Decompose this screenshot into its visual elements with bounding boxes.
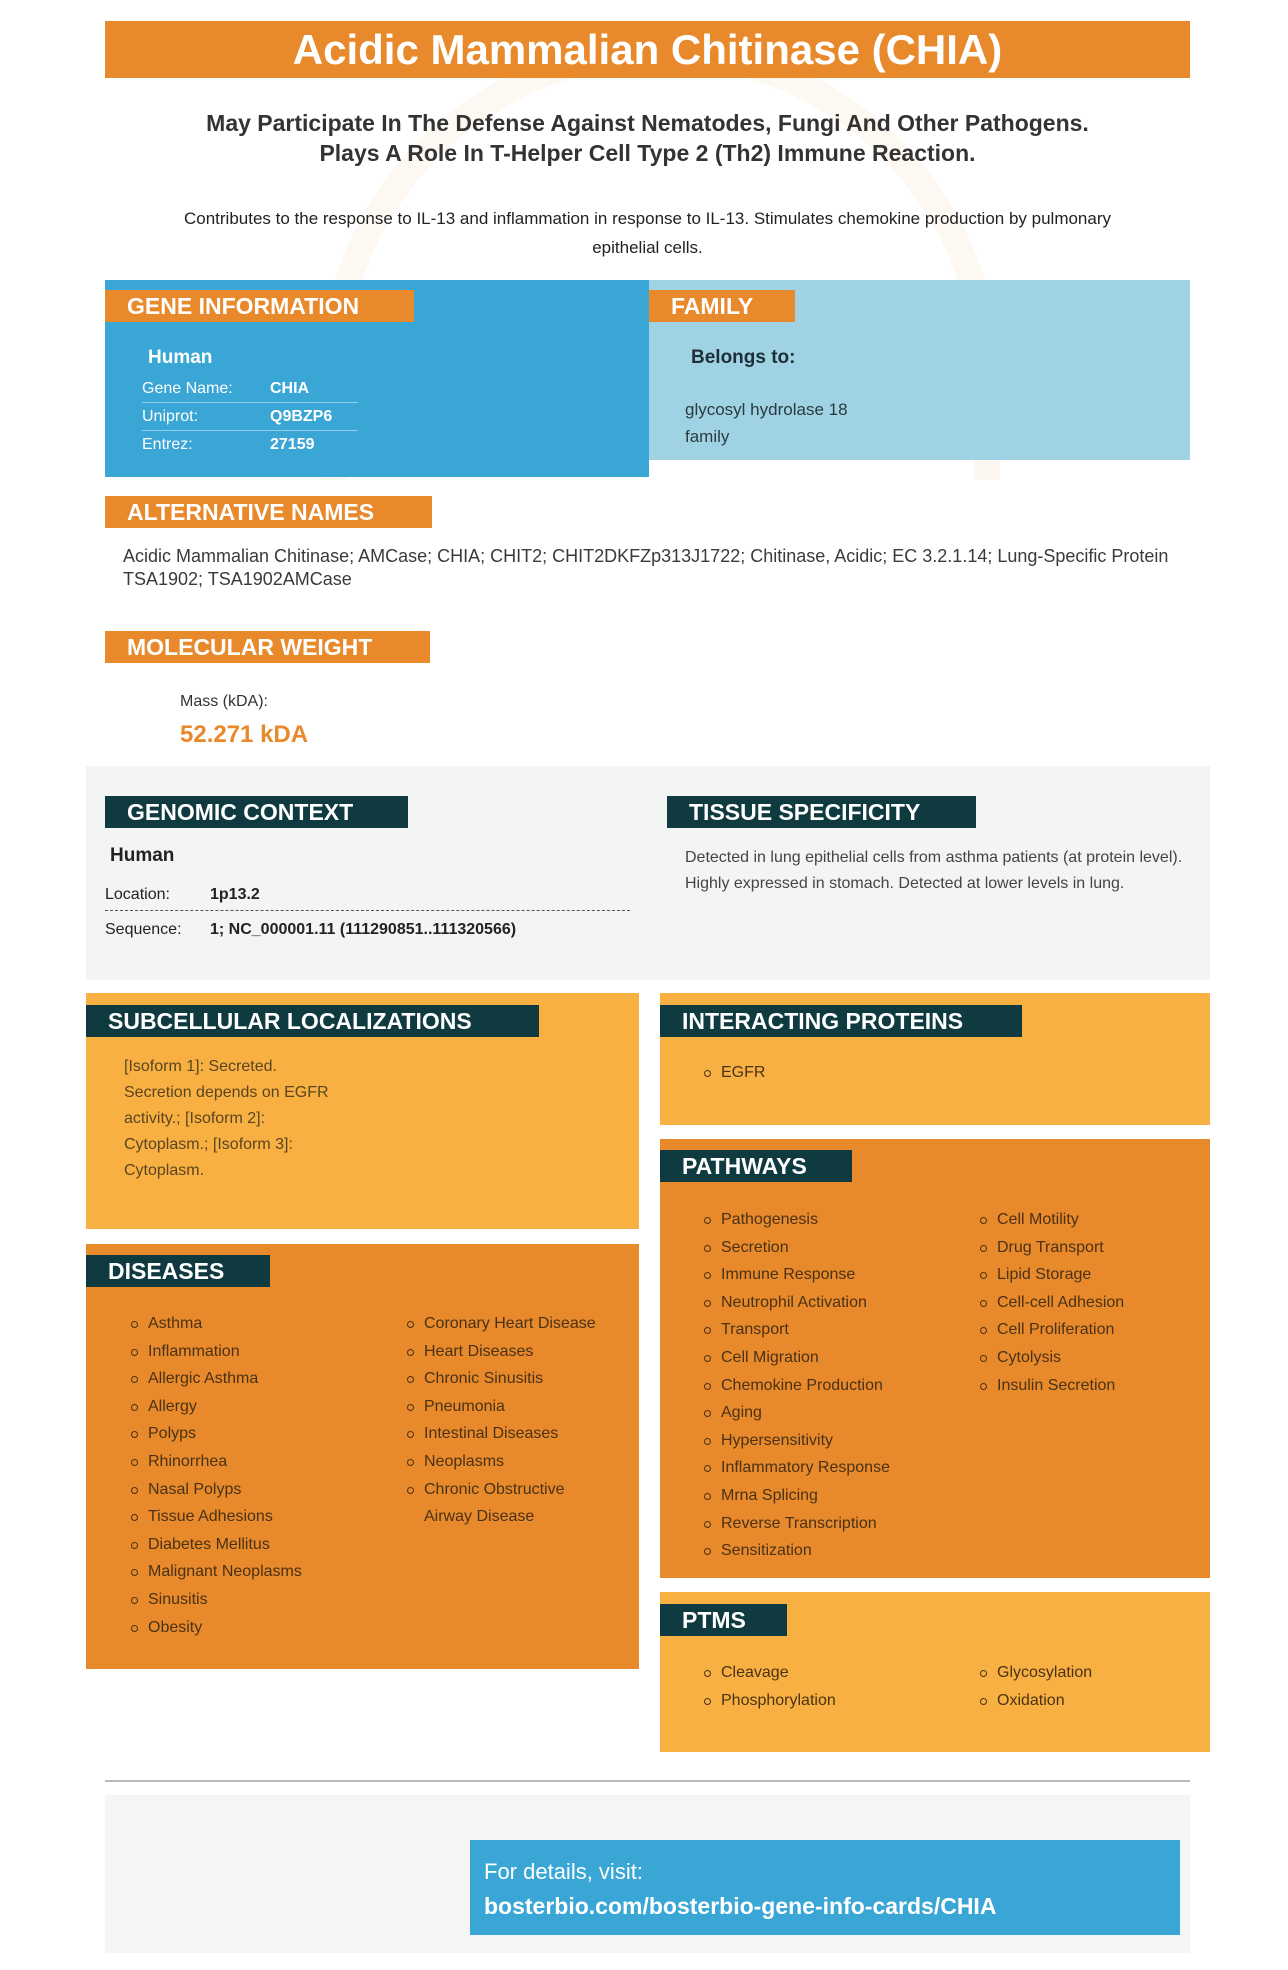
pathway-item: Hypersensitivity	[702, 1427, 957, 1455]
gene-info-row	[142, 403, 358, 431]
alternative-names-text: Acidic Mammalian Chitinase; AMCase; CHIA; CHIT2; CHIT2DKFZp313J1722; Chitinase, Acidic; EC 3.2.1.14; Lung-Specific Protein TSA1902; TSA1902AMCase	[123, 546, 1169, 589]
disease-item: Tissue Adhesions	[129, 1503, 379, 1531]
sequence-value: 1; NC_000001.11 (111290851..111320566)	[210, 921, 517, 938]
function-description: Contributes to the response to IL-13 and inflammation in response to IL-13. Stimulates chemokine production by pulmonary epithelial cells.	[183, 209, 1111, 257]
disease-item: Intestinal Diseases	[405, 1420, 630, 1448]
interacting-protein-item: EGFR	[702, 1059, 902, 1087]
gene-info-key: Gene Name:	[142, 380, 233, 397]
pathway-item: Cell Migration	[702, 1344, 957, 1372]
details-link-box[interactable]	[470, 1840, 1180, 1935]
pathways-list-col2	[978, 1206, 1198, 1399]
gene-info-key: Uniprot:	[142, 408, 199, 425]
pathway-item: Cell-cell Adhesion	[978, 1289, 1198, 1317]
pathway-item: Reverse Transcription	[702, 1510, 957, 1538]
ptm-item: Phosphorylation	[702, 1687, 922, 1715]
disease-item: Chronic Obstructive Airway Disease	[405, 1476, 585, 1531]
disease-item: Rhinorrhea	[129, 1448, 379, 1476]
genomic-species: Human	[110, 845, 175, 866]
footer-divider	[105, 1780, 1190, 1782]
interacting-proteins-list	[702, 1059, 902, 1087]
ptms-list-col1	[702, 1659, 922, 1714]
pathway-item: Sensitization	[702, 1537, 957, 1565]
disease-item: Asthma	[129, 1310, 379, 1338]
disease-item: Inflammation	[129, 1338, 379, 1366]
location-value: 1p13.2	[210, 886, 260, 903]
ptms-list-col2	[978, 1659, 1198, 1714]
sequence-key: Sequence:	[105, 921, 182, 938]
location-key: Location:	[105, 886, 170, 903]
disease-item: Sinusitis	[129, 1586, 379, 1614]
diseases-heading: DISEASES	[86, 1255, 270, 1287]
disease-item: Neoplasms	[405, 1448, 630, 1476]
pathway-item: Mrna Splicing	[702, 1482, 957, 1510]
gene-species: Human	[148, 347, 213, 368]
family-label: Belongs to:	[691, 347, 796, 368]
gene-information-heading: GENE INFORMATION	[105, 290, 414, 322]
gene-info-value: Q9BZP6	[270, 408, 333, 425]
genomic-context-heading: GENOMIC CONTEXT	[105, 796, 408, 828]
pathway-item: Cytolysis	[978, 1344, 1198, 1372]
disease-item: Obesity	[129, 1614, 379, 1642]
pathway-item: Transport	[702, 1316, 957, 1344]
tissue-specificity-heading: TISSUE SPECIFICITY	[667, 796, 976, 828]
disease-item: Diabetes Mellitus	[129, 1531, 379, 1559]
disease-item: Polyps	[129, 1420, 379, 1448]
disease-item: Malignant Neoplasms	[129, 1558, 379, 1586]
disease-item: Chronic Sinusitis	[405, 1365, 630, 1393]
disease-item: Nasal Polyps	[129, 1476, 379, 1504]
subtitle-line-1: May Participate In The Defense Against Nematodes, Fungi And Other Pathogens.	[206, 110, 1089, 136]
ptm-item: Cleavage	[702, 1659, 922, 1687]
disease-item: Heart Diseases	[405, 1338, 630, 1366]
ptm-item: Oxidation	[978, 1687, 1198, 1715]
disease-item: Pneumonia	[405, 1393, 630, 1421]
pathway-item: Neutrophil Activation	[702, 1289, 957, 1317]
pathway-item: Insulin Secretion	[978, 1372, 1198, 1400]
diseases-list-col1	[129, 1310, 379, 1641]
interacting-proteins-heading: INTERACTING PROTEINS	[660, 1005, 1022, 1037]
gene-info-value: 27159	[270, 436, 315, 453]
ptm-item: Glycosylation	[978, 1659, 1198, 1687]
pathway-item: Cell Motility	[978, 1206, 1198, 1234]
details-prompt: For details, visit:	[484, 1859, 643, 1884]
family-heading: FAMILY	[649, 290, 795, 322]
family-text: glycosyl hydrolase 18 family	[685, 400, 848, 446]
subtitle-line-2: Plays A Role In T-Helper Cell Type 2 (Th2) Immune Reaction.	[319, 140, 976, 166]
gene-info-key: Entrez:	[142, 436, 193, 453]
subtitle	[105, 108, 1190, 168]
pathway-item: Inflammatory Response	[702, 1454, 957, 1482]
genomic-location-row	[105, 878, 630, 911]
pathway-item: Immune Response	[702, 1261, 957, 1289]
disease-item: Coronary Heart Disease	[405, 1310, 630, 1338]
gene-info-table	[142, 375, 358, 459]
gene-info-row	[142, 431, 358, 459]
pathways-list-col1	[702, 1206, 957, 1565]
pathway-item: Chemokine Production	[702, 1372, 957, 1400]
mass-value: 52.271 kDA	[180, 721, 309, 748]
alternative-names-heading: ALTERNATIVE NAMES	[105, 496, 432, 528]
genomic-sequence-row	[105, 913, 630, 946]
pathway-item: Pathogenesis	[702, 1206, 957, 1234]
subcellular-heading: SUBCELLULAR LOCALIZATIONS	[86, 1005, 539, 1037]
pathway-item: Secretion	[702, 1234, 957, 1262]
ptms-heading: PTMS	[660, 1604, 787, 1636]
diseases-list-col2	[405, 1310, 630, 1531]
disease-item: Allergy	[129, 1393, 379, 1421]
details-url-link[interactable]: bosterbio.com/bosterbio-gene-info-cards/CHIA	[484, 1893, 997, 1919]
gene-info-value: CHIA	[270, 380, 310, 397]
mass-label: Mass (kDA):	[180, 693, 268, 710]
pathway-item: Cell Proliferation	[978, 1316, 1198, 1344]
pathway-item: Drug Transport	[978, 1234, 1198, 1262]
page-title: Acidic Mammalian Chitinase (CHIA)	[105, 21, 1190, 78]
subcellular-text: [Isoform 1]: Secreted. Secretion depends on EGFR activity.; [Isoform 2]: Cytoplasm.; [Isoform 3]: Cytoplasm.	[124, 1058, 329, 1179]
pathway-item: Lipid Storage	[978, 1261, 1198, 1289]
disease-item: Allergic Asthma	[129, 1365, 379, 1393]
pathway-item: Aging	[702, 1399, 957, 1427]
molecular-weight-heading: MOLECULAR WEIGHT	[105, 631, 430, 663]
tissue-specificity-text: Detected in lung epithelial cells from asthma patients (at protein level). Highly expressed in stomach. Detected at lower levels in lung.	[685, 849, 1183, 892]
pathways-heading: PATHWAYS	[660, 1150, 852, 1182]
gene-info-row	[142, 375, 358, 403]
